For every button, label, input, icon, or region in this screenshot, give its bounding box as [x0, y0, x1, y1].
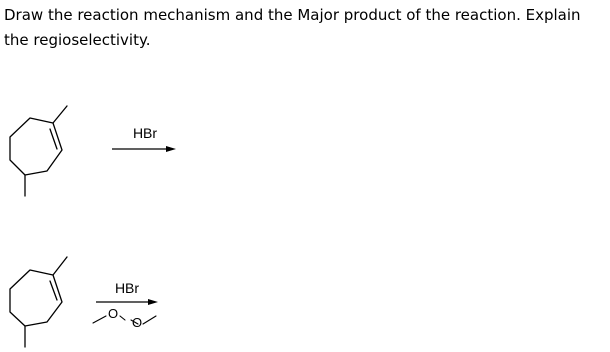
reaction-2 — [10, 257, 158, 347]
reactant-2-structure — [10, 257, 67, 347]
reaction-arrow-1 — [112, 146, 176, 152]
peroxide-oxygen-2: O — [131, 315, 143, 330]
ring-bonds — [10, 270, 62, 326]
question-text: Draw the reaction mechanism and the Major product of the reaction. Explain the regioselectivity. — [4, 6, 581, 49]
peroxide-structure — [93, 306, 156, 330]
reaction-arrow-2 — [96, 299, 158, 305]
reaction-1 — [10, 106, 176, 196]
peroxide-oxygen-1: O — [107, 306, 119, 321]
peroxide-bond-2 — [120, 316, 125, 320]
methyl-bond-top — [53, 257, 67, 275]
methyl-bond-top — [53, 106, 67, 123]
peroxide-bond-4 — [143, 316, 156, 324]
reagent-label-2: HBr — [114, 280, 140, 296]
peroxide-bond-1 — [93, 316, 106, 323]
reagent-label-1: HBr — [132, 125, 158, 141]
ring-bonds — [10, 118, 62, 175]
reactant-1-structure — [10, 106, 67, 196]
